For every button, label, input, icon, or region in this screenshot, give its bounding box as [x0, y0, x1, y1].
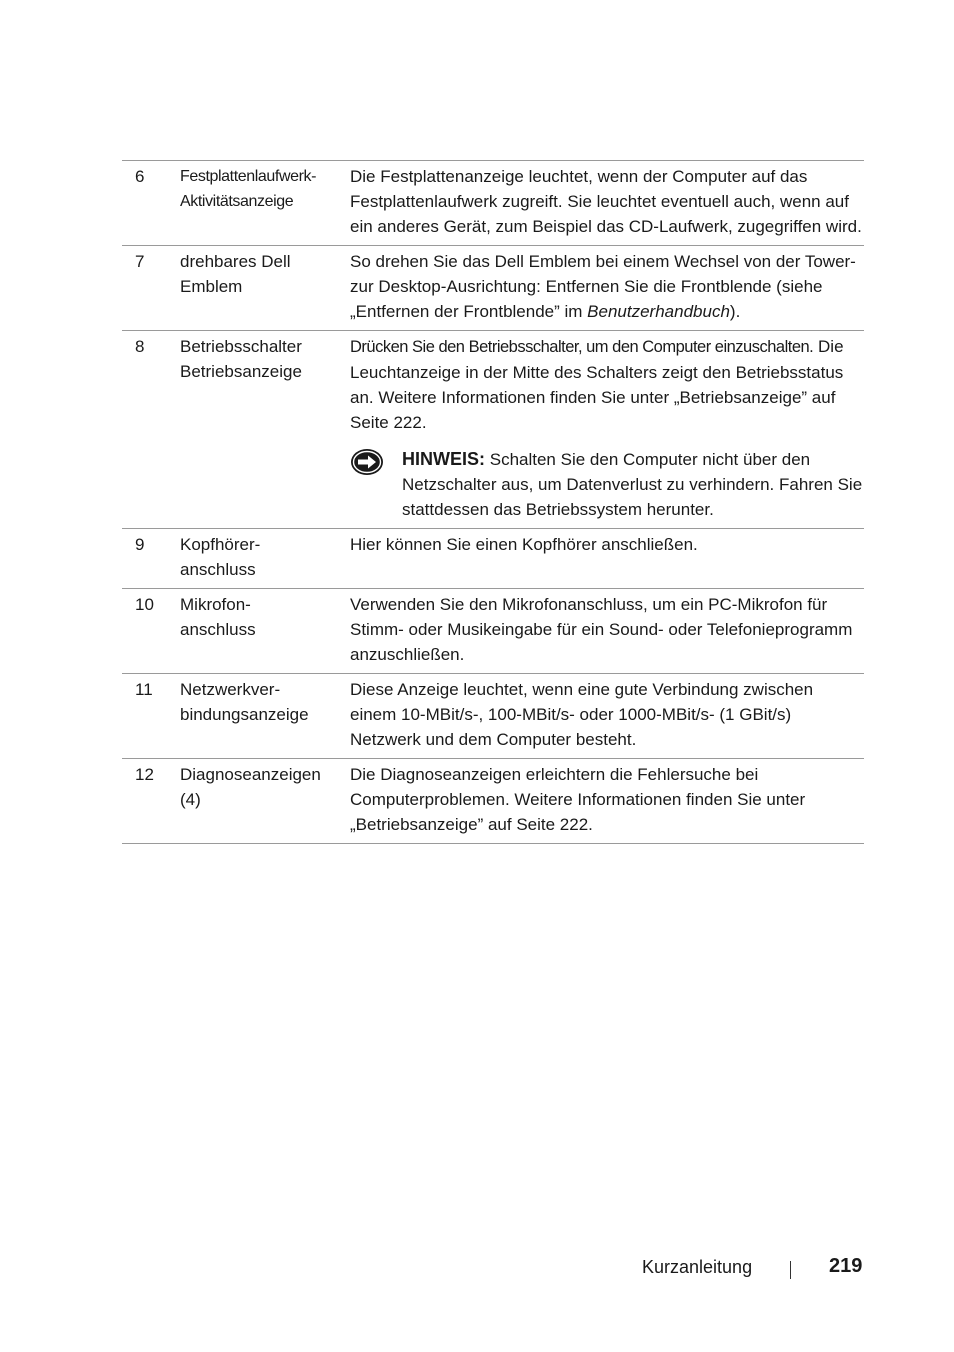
table-row	[122, 331, 864, 529]
row-description	[350, 249, 864, 324]
table-row	[122, 161, 864, 246]
notice-body: Schalten Sie den Computer nicht über den Netzschalter aus, um Datenverlust zu verhindern. Fahren Sie stattdessen das Betriebssystem herunter.	[402, 450, 863, 519]
row-label: Kopfhörer- anschluss	[180, 535, 261, 579]
manual-reference: Benutzerhandbuch	[587, 302, 730, 321]
row-number: 7	[135, 252, 145, 271]
row-label: Festplattenlaufwerk- Aktivitätsanzeige	[180, 168, 317, 210]
row-label: Diagnoseanzeigen (4)	[180, 765, 321, 809]
row-number: 10	[135, 595, 154, 614]
table-row	[122, 529, 864, 589]
row-label: Netzwerkver- bindungsanzeige	[180, 680, 309, 724]
description-text: So drehen Sie das Dell Emblem bei einem Wechsel von der Tower- zur Desktop-Ausrichtung: Entfernen Sie die Frontblende (siehe „Entfernen der Frontblende” im	[350, 252, 856, 321]
row-description	[350, 334, 864, 522]
row-description: Verwenden Sie den Mikrofonanschluss, um ein PC-Mikrofon für Stimm- oder Musikeingabe für ein Sound- oder Telefonieprogramm anzuschließen.	[350, 595, 853, 664]
row-description: Die Diagnoseanzeigen erleichtern die Fehlersuche bei Computerproblemen. Weitere Informationen finden Sie unter „Betriebsanzeige” auf Seite 222.	[350, 765, 806, 834]
description-text: Die Leuchtanzeige in der Mitte des Schalters zeigt den Betriebsstatus an. Weitere Informationen finden Sie unter „Betriebsanzeige” auf Seite 222.	[350, 337, 844, 432]
component-table	[122, 160, 864, 844]
notice-arrow-icon	[350, 447, 402, 522]
row-label: Betriebsschalter Betriebsanzeige	[180, 337, 302, 381]
row-description: Diese Anzeige leuchtet, wenn eine gute Verbindung zwischen einem 10-MBit/s-, 100-MBit/s- oder 1000-MBit/s- (1 GBit/s) Netzwerk und dem Computer besteht.	[350, 680, 814, 749]
row-number: 11	[135, 680, 153, 699]
description-text-end: ).	[729, 302, 741, 321]
table-row	[122, 246, 864, 331]
notice-box	[350, 447, 864, 522]
notice-label: HINWEIS:	[402, 449, 485, 469]
row-number: 6	[135, 167, 145, 186]
notice-text	[402, 447, 864, 522]
row-number: 8	[135, 337, 145, 356]
table-row	[122, 589, 864, 674]
footer-divider	[790, 1261, 791, 1279]
row-number: 9	[135, 535, 145, 554]
row-description: Die Festplattenanzeige leuchtet, wenn der Computer auf das Festplattenlaufwerk zugreift. Sie leuchtet eventuell auch, wenn auf ein anderes Gerät, zum Beispiel das CD-Laufwerk, zugegriffen wird.	[350, 167, 862, 236]
row-label: Mikrofon- anschluss	[180, 595, 256, 639]
row-label: drehbares Dell Emblem	[180, 252, 291, 296]
footer-section-title: Kurzanleitung	[642, 1257, 753, 1277]
table-row	[122, 674, 864, 759]
table-row	[122, 759, 864, 844]
page-number: 219	[829, 1255, 863, 1277]
row-description: Hier können Sie einen Kopfhörer anschließen.	[350, 535, 698, 554]
row-number: 12	[135, 765, 154, 784]
description-first-line: Drücken Sie den Betriebsschalter, um den Computer einzuschalten.	[350, 338, 814, 356]
